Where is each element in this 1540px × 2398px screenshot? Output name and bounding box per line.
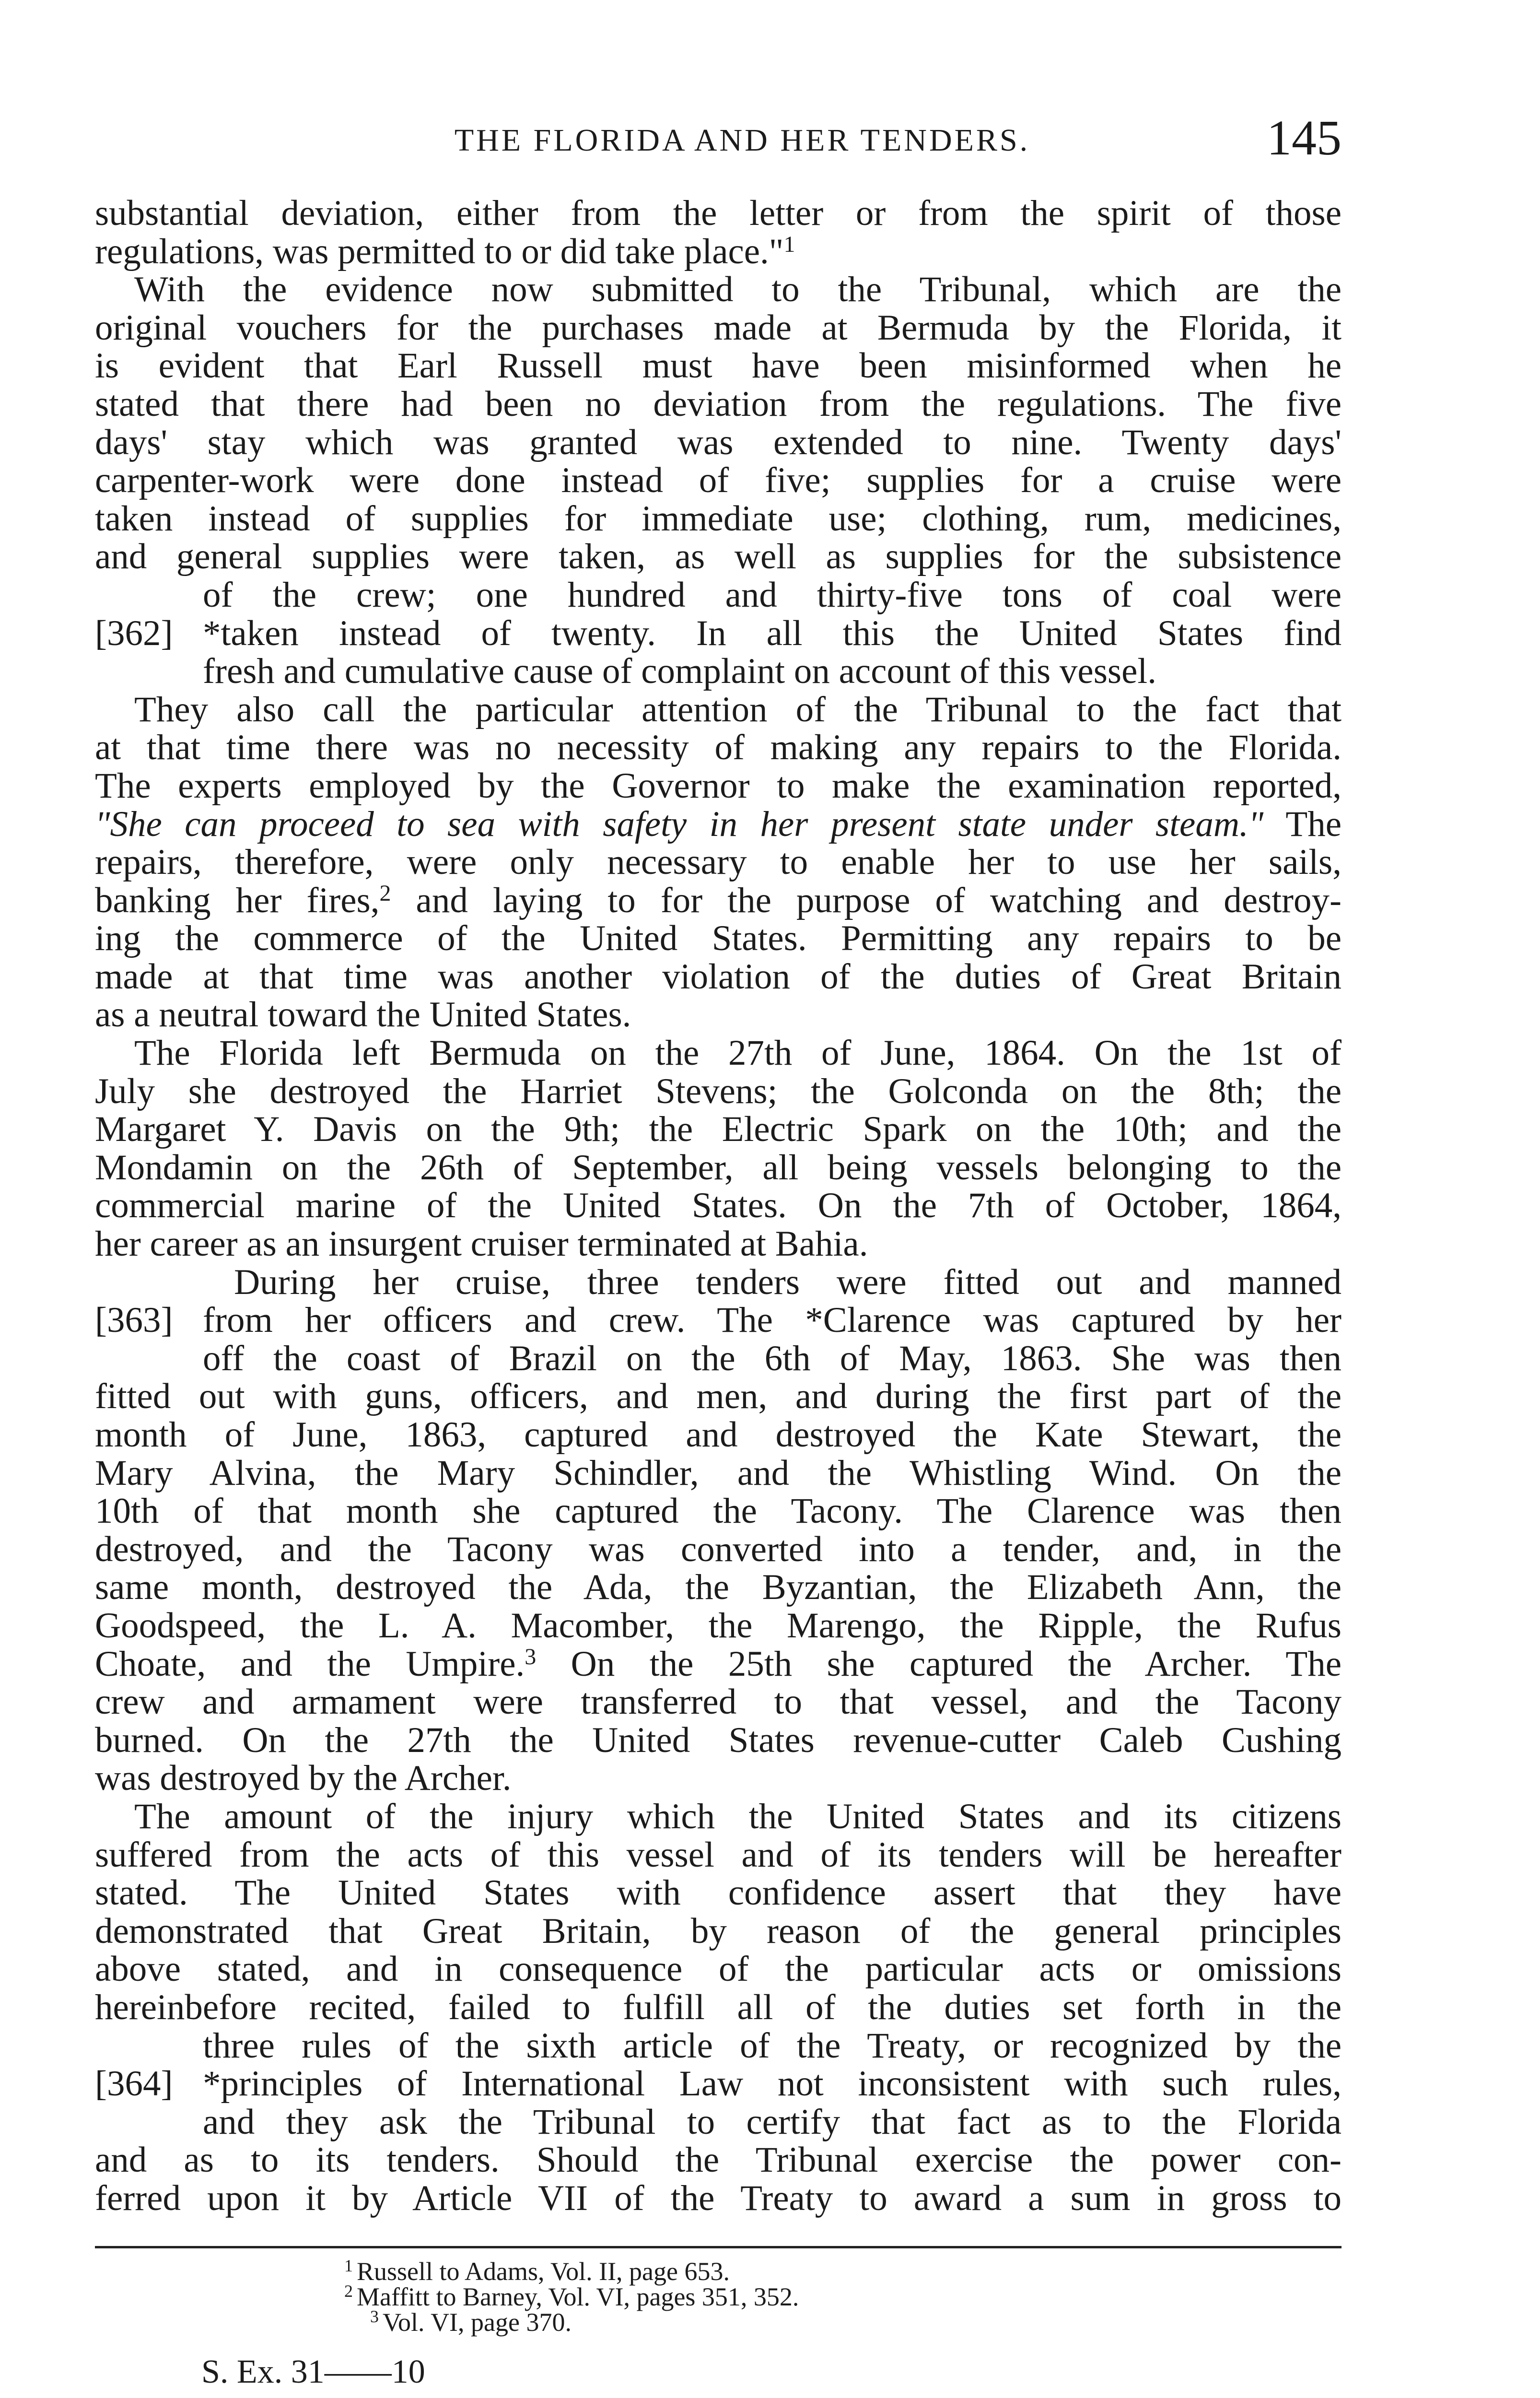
line-text: and general supplies were taken, as well as supplies for the subsistence xyxy=(95,537,1342,577)
text-line xyxy=(95,194,1342,233)
line-text: Choate, and the Umpire. xyxy=(95,1644,525,1684)
text-line xyxy=(95,2027,1342,2065)
line-text: The xyxy=(1263,804,1342,844)
line-text: crew and armament were transferred to that vessel, and the Tacony xyxy=(95,1682,1342,1722)
line-text: Mary Alvina, the Mary Schindler, and the Whistling Wind. On the xyxy=(95,1453,1342,1493)
body-text xyxy=(95,194,1342,2217)
text-line xyxy=(95,233,1342,271)
text-line xyxy=(95,2179,1342,2218)
line-text: ferred upon it by Article VII of the Treaty to award a sum in gross to xyxy=(95,2178,1342,2218)
line-text: carpenter-work were done instead of five; supplies for a cruise were xyxy=(95,460,1342,501)
line-text-continued: and laying to for the purpose of watching and destroy- xyxy=(391,880,1342,920)
line-text: The experts employed by the Governor to make the examination reported, xyxy=(95,765,1342,806)
text-line xyxy=(95,1225,1342,1263)
text-line xyxy=(95,347,1342,385)
line-text: month of June, 1863, captured and destroyed the Kate Stewart, the xyxy=(95,1415,1342,1455)
text-line xyxy=(95,2065,1342,2103)
line-text: is evident that Earl Russell must have been misinformed when he xyxy=(95,346,1342,386)
line-text: regulations, was permitted to or did take place." xyxy=(95,231,784,271)
text-line xyxy=(95,2103,1342,2141)
line-text: from her officers and crew. The *Clarence was captured by her xyxy=(203,1300,1342,1340)
text-line xyxy=(95,1340,1342,1378)
line-text: The Florida left Bermuda on the 27th of June, 1864. On the 1st of xyxy=(134,1033,1342,1073)
text-line xyxy=(95,882,1342,920)
text-line xyxy=(95,2141,1342,2179)
line-text: original vouchers for the purchases made at Bermuda by the Florida, it xyxy=(95,307,1342,348)
text-line xyxy=(95,1836,1342,1874)
line-text: hereinbefore recited, failed to fulfill all of the duties set forth in the xyxy=(95,1987,1342,2027)
line-text: destroyed, and the Tacony was converted into a tender, and, in the xyxy=(95,1529,1342,1569)
text-line xyxy=(95,1988,1342,2027)
footnote-text: Russell to Adams, Vol. II, page 653. xyxy=(357,2257,730,2286)
text-line xyxy=(95,576,1342,614)
text-line xyxy=(95,729,1342,767)
line-text: *principles of International Law not inconsistent with such rules, xyxy=(203,2064,1342,2104)
line-text: repairs, therefore, were only necessary to enable her to use her sails, xyxy=(95,842,1342,882)
line-text: taken instead of supplies for immediate use; clothing, rum, medicines, xyxy=(95,498,1342,539)
text-line xyxy=(95,1110,1342,1149)
text-line xyxy=(95,1416,1342,1454)
text-line xyxy=(95,919,1342,958)
page-number: 145 xyxy=(1267,110,1342,165)
line-text: days' stay which was granted was extended to nine. Twenty days' xyxy=(95,422,1342,462)
footnote-reference: 2 xyxy=(379,880,391,906)
line-text: fresh and cumulative cause of complaint on account of this vessel. xyxy=(203,651,1156,692)
text-line xyxy=(95,1874,1342,1912)
text-line xyxy=(95,309,1342,347)
footnote-text: Vol. VI, page 370. xyxy=(383,2308,572,2337)
text-line xyxy=(95,805,1342,844)
footnote xyxy=(344,2253,1063,2286)
footnotes xyxy=(344,2253,1063,2337)
line-text: was destroyed by the Archer. xyxy=(95,1758,512,1798)
footnote xyxy=(344,2279,1063,2311)
line-text: The amount of the injury which the United States and its citizens xyxy=(134,1796,1342,1836)
line-text: demonstrated that Great Britain, by reason of the general principles xyxy=(95,1911,1342,1951)
line-text: banking her fires, xyxy=(95,880,380,920)
line-text: ing the commerce of the United States. Permitting any repairs to be xyxy=(95,918,1342,959)
text-line xyxy=(95,270,1342,309)
text-line xyxy=(95,996,1342,1034)
line-text: and they ask the Tribunal to certify that fact as to the Florida xyxy=(203,2102,1342,2142)
line-text: stated. The United States with confidence assert that they have xyxy=(95,1873,1342,1913)
text-line xyxy=(95,1721,1342,1760)
text-line xyxy=(95,1912,1342,1951)
text-line xyxy=(95,1454,1342,1493)
text-line xyxy=(95,1149,1342,1187)
text-line xyxy=(95,1645,1342,1683)
text-line xyxy=(95,843,1342,882)
line-text: 10th of that month she captured the Tacony. The Clarence was then xyxy=(95,1491,1342,1531)
text-line xyxy=(95,1072,1342,1111)
line-text: three rules of the sixth article of the Treaty, or recognized by the xyxy=(203,2025,1342,2066)
page-marker: [362] xyxy=(95,613,173,653)
text-line xyxy=(95,1034,1342,1072)
line-text: commercial marine of the United States. On the 7th of October, 1864, xyxy=(95,1186,1342,1226)
text-line xyxy=(95,500,1342,538)
running-head: THE FLORIDA AND HER TENDERS. xyxy=(454,123,1030,158)
line-text: Goodspeed, the L. A. Macomber, the Marengo, the Ripple, the Rufus xyxy=(95,1605,1342,1646)
line-text: Margaret Y. Davis on the 9th; the Electric Spark on the 10th; and the xyxy=(95,1109,1342,1150)
line-text: substantial deviation, either from the letter or from the spirit of those xyxy=(95,193,1342,233)
line-text: suffered from the acts of this vessel and of its tenders will be hereafter xyxy=(95,1834,1342,1875)
text-line xyxy=(95,1187,1342,1225)
footnote-mark: 3 xyxy=(370,2307,379,2326)
quoted-report: "She can proceed to sea with safety in her present state under steam." xyxy=(95,804,1264,844)
line-text: and as to its tenders. Should the Tribunal exercise the power con- xyxy=(95,2140,1342,2180)
footnote-reference: 1 xyxy=(783,231,795,257)
page-marker: [364] xyxy=(95,2064,173,2104)
line-text-continued: On the 25th she captured the Archer. The xyxy=(536,1644,1342,1684)
text-line xyxy=(95,652,1342,691)
signature-mark: S. Ex. 31——10 xyxy=(201,2353,425,2390)
line-text: as a neutral toward the United States. xyxy=(95,995,631,1035)
page-header xyxy=(95,109,1342,167)
text-line xyxy=(95,461,1342,500)
text-line xyxy=(95,385,1342,423)
page-marker: [363] xyxy=(95,1300,173,1340)
line-text: above stated, and in consequence of the particular acts or omissions xyxy=(95,1949,1342,1989)
line-text: her career as an insurgent cruiser terminated at Bahia. xyxy=(95,1224,868,1264)
line-text: made at that time was another violation of the duties of Great Britain xyxy=(95,956,1342,997)
text-line xyxy=(95,423,1342,462)
text-line xyxy=(95,538,1342,576)
text-line xyxy=(95,958,1342,996)
text-line xyxy=(95,1301,1342,1340)
text-line xyxy=(95,1568,1342,1607)
line-text: at that time there was no necessity of making any repairs to the Florida. xyxy=(95,728,1342,768)
text-line xyxy=(95,1530,1342,1569)
text-line xyxy=(95,1492,1342,1530)
footnote-mark: 1 xyxy=(344,2256,353,2275)
line-text: With the evidence now submitted to the Tribunal, which are the xyxy=(134,270,1342,310)
text-line xyxy=(95,1798,1342,1836)
text-line xyxy=(95,1263,1342,1302)
line-text: stated that there had been no deviation from the regulations. The five xyxy=(95,384,1342,424)
line-text: burned. On the 27th the United States revenue-cutter Caleb Cushing xyxy=(95,1720,1342,1760)
footnote-reference: 3 xyxy=(525,1644,537,1669)
text-line xyxy=(95,767,1342,805)
footnote-mark: 2 xyxy=(344,2281,353,2301)
line-text: During her cruise, three tenders were fitted out and manned xyxy=(234,1262,1342,1302)
text-line xyxy=(95,1759,1342,1798)
text-line xyxy=(95,614,1342,653)
line-text: Mondamin on the 26th of September, all being vessels belonging to the xyxy=(95,1147,1342,1187)
text-line xyxy=(95,1950,1342,1988)
line-text: fitted out with guns, officers, and men, and during the first part of the xyxy=(95,1376,1342,1417)
line-text: same month, destroyed the Ada, the Byzantian, the Elizabeth Ann, the xyxy=(95,1567,1342,1608)
line-text: off the coast of Brazil on the 6th of May, 1863. She was then xyxy=(203,1338,1342,1378)
footnote-divider xyxy=(95,2246,1342,2248)
text-line xyxy=(95,691,1342,729)
line-text: of the crew; one hundred and thirty-five tons of coal were xyxy=(203,575,1342,615)
text-line xyxy=(95,1607,1342,1645)
line-text: July she destroyed the Harriet Stevens; the Golconda on the 8th; the xyxy=(95,1071,1342,1111)
text-line xyxy=(95,1377,1342,1416)
line-text: *taken instead of twenty. In all this the United States find xyxy=(203,613,1342,653)
text-line xyxy=(95,1683,1342,1721)
footnote-text: Maffitt to Barney, Vol. VI, pages 351, 352. xyxy=(357,2282,799,2311)
line-text: They also call the particular attention of the Tribunal to the fact that xyxy=(134,689,1342,729)
